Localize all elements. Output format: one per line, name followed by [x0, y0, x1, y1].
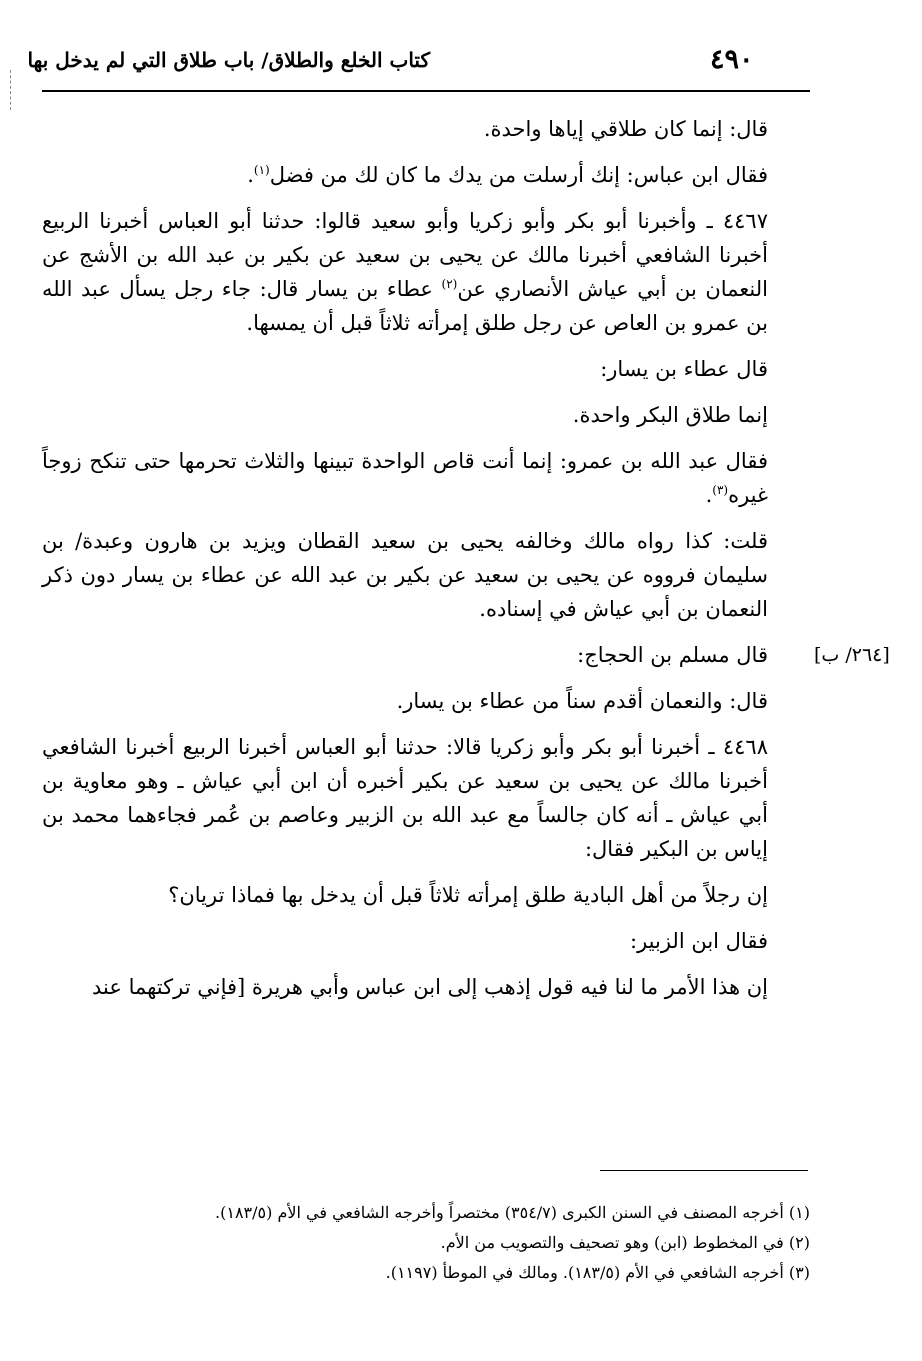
paragraph: فقال ابن الزبير:: [630, 929, 768, 953]
header-rule: [42, 90, 810, 92]
paragraph: قال عطاء بن يسار:: [600, 357, 768, 381]
footnote: (١) أخرجه المصنف في السنن الكبرى (٣٥٤/٧) مختصراً وأخرجه الشافعي في الأم (١٨٣/٥).: [215, 1203, 810, 1222]
page-edge-mark: [10, 70, 11, 110]
page-number: ٤٩٠: [710, 44, 754, 75]
footnote-ref: (١): [253, 163, 270, 177]
paragraph: قلت: كذا رواه مالك وخالفه يحيى بن سعيد القطان ويزيد بن هارون وعبدة/ بن سليمان فرووه عن يحيى بن سعيد عن بكير بن عبد الله عن عطاء بن يسار دون ذكر النعمان بن أبي عياش في إسناده.: [42, 529, 768, 621]
paragraph: قال مسلم بن الحجاج:: [577, 643, 768, 667]
footnote-ref: (٢): [441, 277, 458, 291]
paragraph: إن رجلاً من أهل البادية طلق إمرأته ثلاثاً قبل أن يدخل بها فماذا تريان؟: [168, 883, 768, 907]
footnote-rule: [600, 1170, 808, 1171]
manuscript-folio-note: [٢٦٤/ ب]: [814, 644, 890, 666]
paragraph: ٤٤٦٨ ـ أخبرنا أبو بكر وأبو زكريا قالا: حدثنا أبو العباس أخبرنا الربيع أخبرنا الشافعي أخبرنا مالك عن يحيى بن سعيد عن بكير أخبره أن ابن أبي عياش ـ وهو معاوية بن أبي عياش ـ أنه كان جالساً مع عبد الله بن الزبير وعاصم بن عُمر فجاءهما محمد بن إياس بن البكير فقال:: [42, 735, 768, 861]
running-title: كتاب الخلع والطلاق/ باب طلاق التي لم يدخل بها: [27, 48, 430, 72]
paragraph: قال: والنعمان أقدم سناً من عطاء بن يسار.: [396, 689, 768, 713]
footnote: (٣) أخرجه الشافعي في الأم (١٨٣/٥). ومالك في الموطأ (١١٩٧).: [385, 1263, 810, 1282]
paragraph: إن هذا الأمر ما لنا فيه قول إذهب إلى ابن عباس وأبي هريرة [فإني تركتهما عند: [92, 975, 768, 999]
main-text: [42, 112, 810, 1016]
footnotes: [42, 1198, 810, 1288]
paragraph: قال: إنما كان طلاقي إياها واحدة.: [483, 117, 768, 141]
paragraph: إنما طلاق البكر واحدة.: [572, 403, 768, 427]
paragraph: فقال ابن عباس: إنك أرسلت من يدك ما كان لك من فضل$^{(١)}$.: [247, 163, 768, 187]
paragraph: فقال عبد الله بن عمرو: إنما أنت قاص الواحدة تبينها والثلاث تحرمها حتى تنكح زوجاً غيره$^{(٣)}$.: [42, 449, 768, 507]
footnote-ref: (٣): [712, 483, 729, 497]
paragraph: ٤٤٦٧ ـ وأخبرنا أبو بكر وأبو زكريا وأبو سعيد قالوا: حدثنا أبو العباس أخبرنا الربيع أخبرنا الشافعي أخبرنا مالك عن يحيى بن سعيد عن بكير بن عبد الله بن الأشج عن النعمان بن أبي عياش الأنصاري عن$^{(٢)}$ عطاء بن يسار قال: جاء رجل يسأل عبد الله بن عمرو بن العاص عن رجل طلق إمرأته ثلاثاً قبل أن يمسها.: [42, 209, 769, 335]
footnote: (٢) في المخطوط (ابن) وهو تصحيف والتصويب من الأم.: [440, 1233, 810, 1252]
